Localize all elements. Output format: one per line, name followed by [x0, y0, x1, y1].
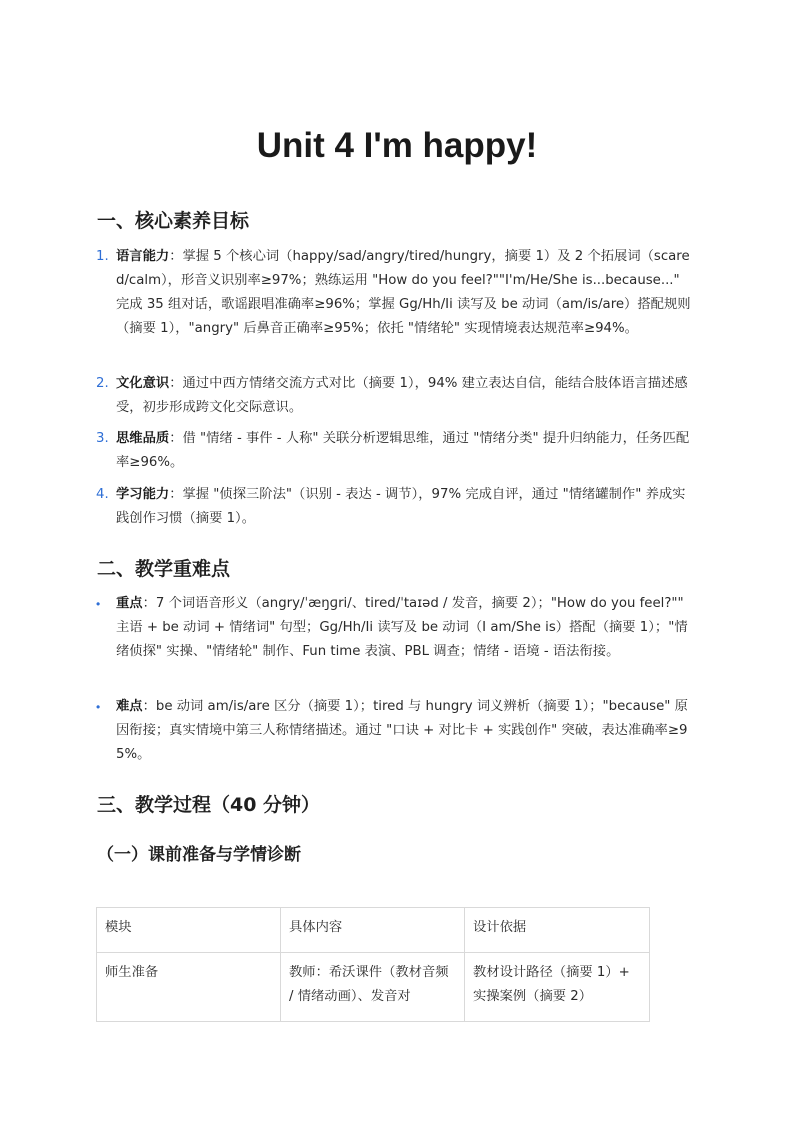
bullet-marker: •: [96, 597, 101, 611]
section-heading-key-points: 二、教学重难点: [97, 558, 231, 580]
table-row: [97, 953, 650, 1022]
list-item-thinking-quality: [116, 427, 694, 475]
table-header-cell: 设计依据: [465, 908, 650, 953]
list-marker: 3.: [96, 431, 109, 446]
table-header-cell: 具体内容: [281, 908, 465, 953]
item-text: 掌握 5 个核心词（happy/sad/angry/tired/hungry，摘要 1）及 2 个拓展词（scared/calm），形音义识别率≥97%；熟练运用 "How do you feel?""I'm/He/She is...because..." 完成 35 组对话，歌谣跟唱准确率≥96%；掌握 Gg/Hh/Ii 读写及 be 动词（am/is/are）搭配规则（摘要 1），"angry" 后鼻音正确率≥95%；依托 "情绪轮" 实现情境表达规范率≥94%。: [116, 249, 691, 336]
item-label: 文化意识: [116, 376, 170, 391]
item-separator: ：: [169, 249, 183, 264]
list-marker: 2.: [96, 376, 109, 391]
item-separator: ：: [142, 596, 156, 611]
item-text: 掌握 "侦探三阶法"（识别 - 表达 - 调节），97% 完成自评，通过 "情绪罐制作" 养成实践创作习惯（摘要 1）。: [116, 487, 686, 526]
list-marker: 4.: [96, 487, 109, 502]
table-cell: 教材设计路径（摘要 1）+ 实操案例（摘要 2）: [465, 953, 650, 1022]
item-separator: ：: [142, 699, 156, 714]
item-label: 语言能力: [116, 249, 170, 264]
item-text: 借 "情绪 - 事件 - 人称" 关联分析逻辑思维，通过 "情绪分类" 提升归纳能力，任务匹配率≥96%。: [116, 431, 690, 470]
list-item-key-point: [116, 592, 694, 664]
list-marker: 1.: [96, 249, 109, 264]
item-label: 思维品质: [116, 431, 170, 446]
item-label: 学习能力: [116, 487, 170, 502]
item-text: 通过中西方情绪交流方式对比（摘要 1），94% 建立表达自信，能结合肢体语言描述感受，初步形成跨文化交际意识。: [116, 376, 688, 415]
list-item-learning-ability: [116, 483, 694, 531]
item-text: 7 个词语音形义（angry/ˈæŋɡri/、tired/ˈtaɪəd / 发音，摘要 2）；"How do you feel?"" 主语 + be 动词 + 情绪词" 句型；Gg/Hh/Ii 读写及 be 动词（I am/She is）搭配（摘要 1）；"情绪侦探" 实操、"情绪轮" 制作、Fun time 表演、PBL 调查；情绪 - 语境 - 语法衔接。: [116, 596, 688, 659]
bullet-marker: •: [96, 700, 101, 714]
item-label: 难点: [116, 699, 143, 714]
section-heading-core-goals: 一、核心素养目标: [97, 210, 250, 232]
item-separator: ：: [169, 376, 183, 391]
section-heading-teaching-process: 三、教学过程（40 分钟）: [97, 794, 321, 816]
table-header-cell: 模块: [97, 908, 281, 953]
table-cell: 师生准备: [97, 953, 281, 1022]
table-cell: 教师：希沃课件（教材音频 / 情绪动画）、发音对: [281, 953, 465, 1022]
subsection-heading-preparation: （一）课前准备与学情诊断: [97, 845, 301, 865]
list-item-cultural-awareness: [116, 372, 694, 420]
item-text: be 动词 am/is/are 区分（摘要 1）；tired 与 hungry 词义辨析（摘要 1）；"because" 原因衔接；真实情境中第三人称情绪描述。通过 "口诀 + 对比卡 + 实践创作" 突破，表达准确率≥95%。: [116, 699, 688, 762]
item-label: 重点: [116, 596, 143, 611]
preparation-table: [96, 907, 650, 1022]
list-item-language-ability: [116, 245, 694, 341]
item-separator: ：: [169, 431, 183, 446]
item-separator: ：: [169, 487, 183, 502]
page-title: Unit 4 I'm happy!: [256, 126, 538, 165]
table-header-row: [97, 908, 650, 953]
list-item-difficult-point: [116, 695, 694, 767]
